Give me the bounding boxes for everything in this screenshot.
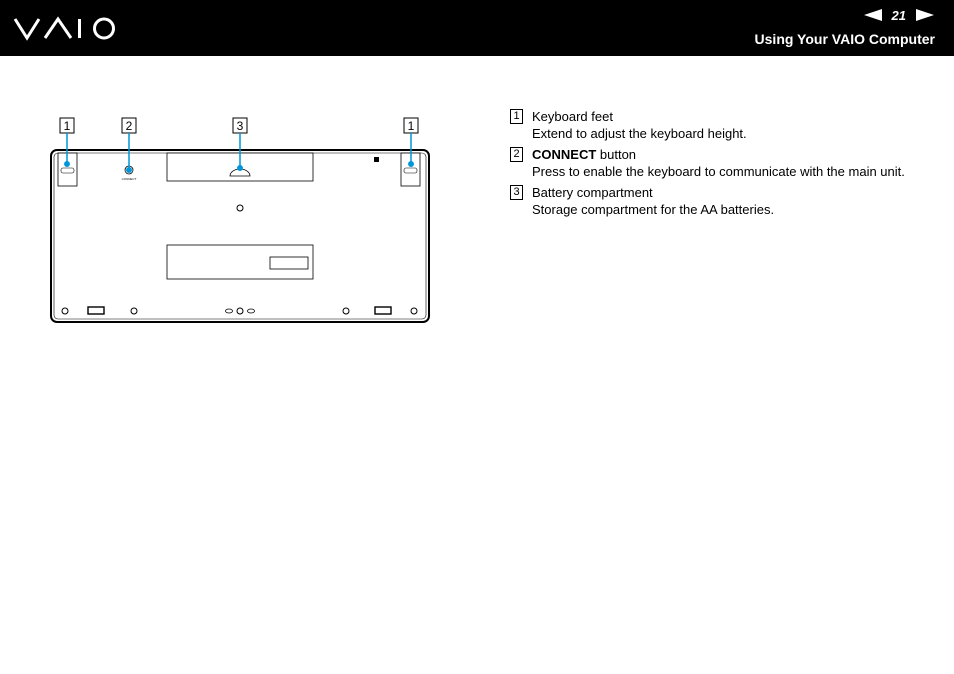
svg-text:3: 3 bbox=[236, 119, 244, 133]
svg-text:2: 2 bbox=[125, 119, 133, 133]
callout-legend bbox=[510, 108, 910, 222]
svg-text:CONNECT: CONNECT bbox=[121, 177, 137, 181]
previous-page-icon[interactable] bbox=[864, 9, 882, 21]
section-title: Using Your VAIO Computer bbox=[754, 31, 935, 47]
callout-number: 3 bbox=[510, 185, 523, 200]
callout-1-left bbox=[60, 118, 74, 133]
callout-number: 2 bbox=[510, 147, 523, 162]
callout-3 bbox=[233, 118, 247, 133]
page-number: 21 bbox=[891, 7, 906, 23]
legend-item-description: Storage compartment for the AA batteries. bbox=[532, 202, 775, 217]
next-page-icon[interactable] bbox=[916, 9, 934, 21]
svg-text:1: 1 bbox=[407, 119, 415, 133]
legend-item-description: Extend to adjust the keyboard height. bbox=[532, 126, 747, 141]
svg-text:1: 1 bbox=[63, 119, 71, 133]
legend-item-title: Keyboard feet bbox=[532, 109, 613, 124]
legend-item-title: Battery compartment bbox=[532, 185, 653, 200]
callout-number: 1 bbox=[510, 109, 523, 124]
vaio-logo bbox=[13, 13, 123, 43]
page-header bbox=[0, 0, 954, 56]
page-navigation bbox=[864, 6, 934, 24]
legend-item-keyboard-feet bbox=[510, 108, 910, 142]
legend-item-connect-button bbox=[510, 146, 910, 180]
callout-2 bbox=[122, 118, 136, 133]
keyboard-bottom-illustration bbox=[48, 115, 433, 327]
legend-item-title: CONNECT button bbox=[532, 147, 637, 162]
legend-item-battery-compartment bbox=[510, 184, 910, 218]
callout-1-right bbox=[404, 118, 418, 133]
legend-item-description: Press to enable the keyboard to communicate with the main unit. bbox=[532, 164, 905, 179]
